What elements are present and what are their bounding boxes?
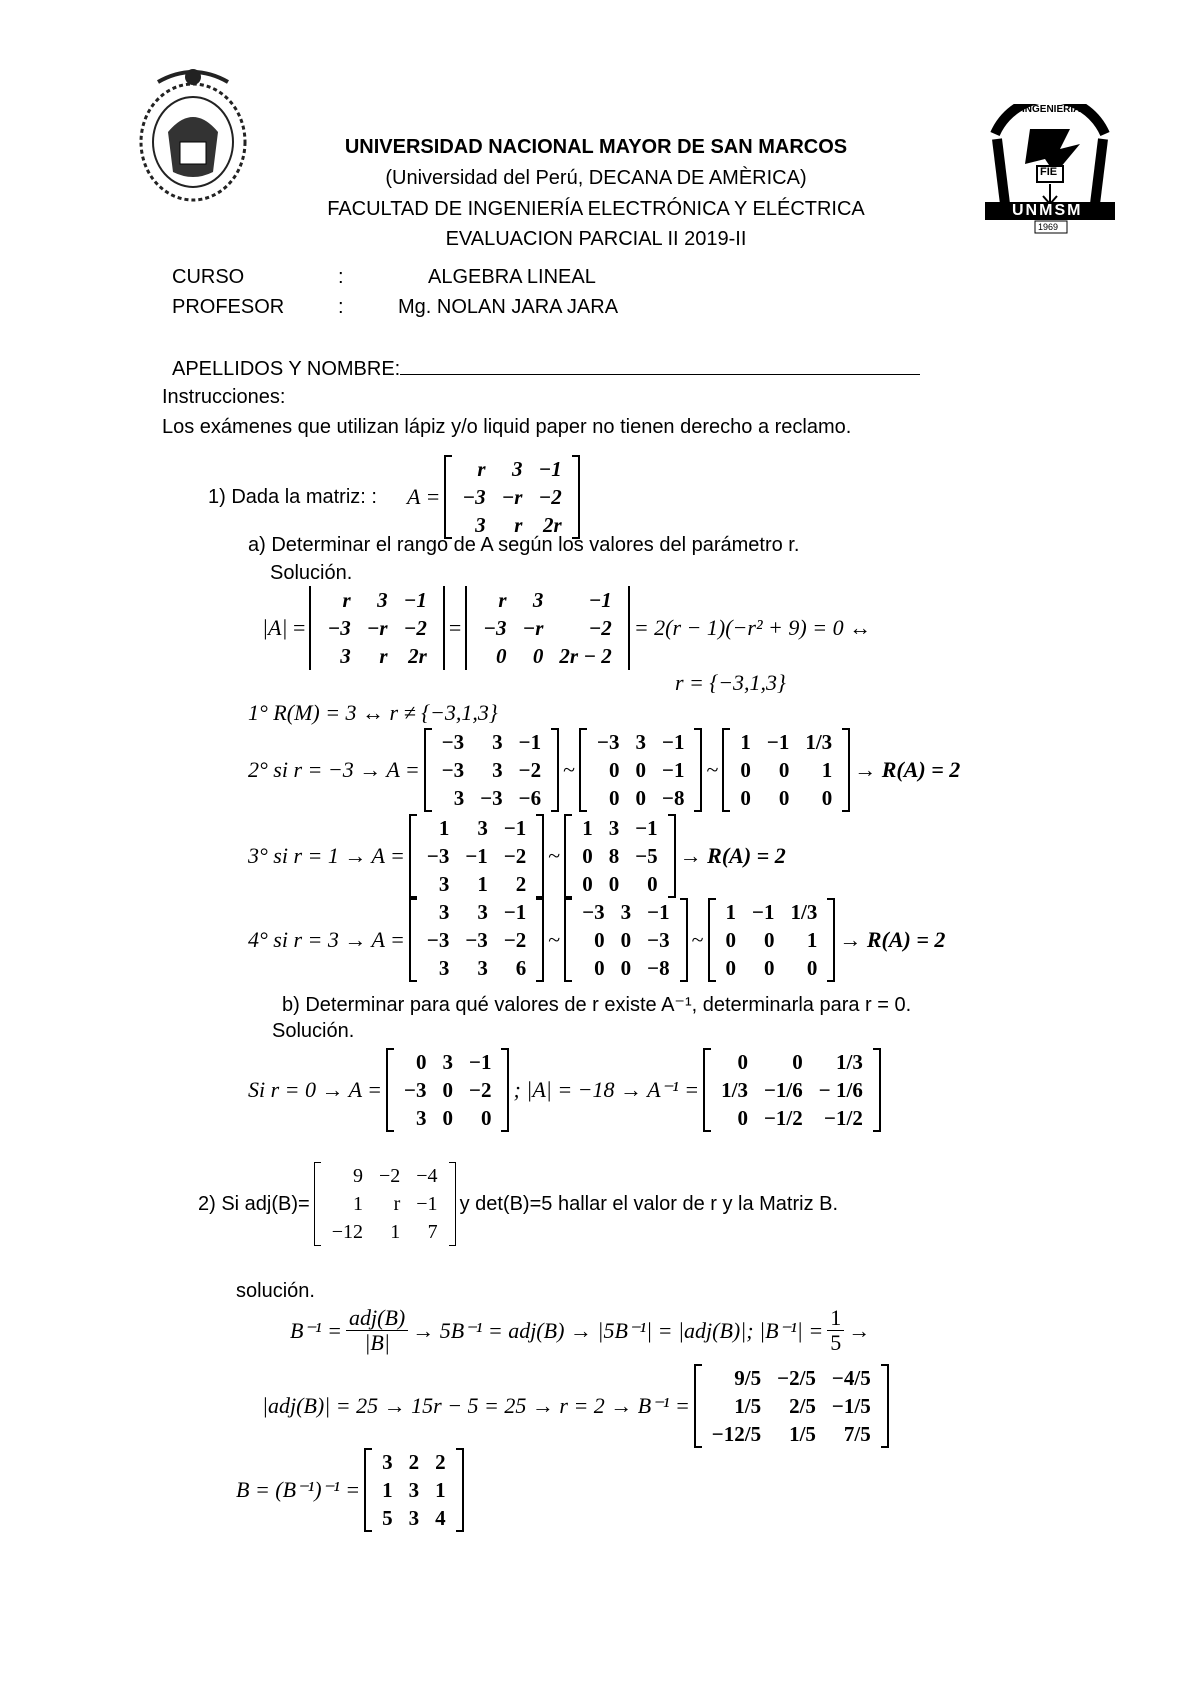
matrix-cell: −1: [588, 588, 612, 612]
q2-line1-mid: → 5B⁻¹ = adj(B) → |5B⁻¹| = |adj(B)|; |B⁻¹| =: [412, 1317, 824, 1343]
matrix-cell: −3: [462, 485, 486, 509]
matrix-cell: −2: [518, 758, 542, 782]
matrix-cell: 3: [408, 1506, 420, 1530]
matrix-cell: −1: [538, 457, 562, 481]
logo-text-year: 1969: [1038, 222, 1059, 232]
matrix-cell: 0: [415, 1050, 427, 1074]
instructions-label: Instrucciones:: [162, 386, 286, 408]
matrix-cell: 2r − 2: [559, 644, 612, 668]
q2-adj-matrix: [314, 1162, 456, 1246]
matrix-cell: −2: [538, 485, 562, 509]
matrix-cell: −4/5: [831, 1366, 871, 1390]
matrix-cell: 3: [415, 1106, 427, 1130]
matrix-cell: −3: [647, 928, 670, 952]
matrix-cell: −2: [403, 616, 427, 640]
matrix-cell: 3: [608, 816, 620, 840]
matrix-cell: 5: [382, 1506, 393, 1530]
matrix-cell: 3: [438, 900, 450, 924]
matrix-cell: −3: [327, 616, 351, 640]
matrix-cell: −3: [426, 844, 450, 868]
matrix-cell: 0: [792, 1050, 803, 1074]
case4-matrix-1: [409, 898, 544, 982]
case2-result: → R(A) = 2: [854, 757, 961, 782]
matrix-cell: 0: [778, 786, 790, 810]
matrix-cell: r: [514, 513, 523, 537]
matrix-cell: 3: [492, 758, 503, 782]
matrix-cell: 2r: [408, 644, 427, 668]
course-sep: :: [338, 266, 344, 288]
q1-a-eq: A =: [406, 484, 441, 509]
matrix-cell: 0: [737, 1050, 748, 1074]
b-matrix-a: [386, 1048, 509, 1132]
matrix-cell: 0: [806, 956, 818, 980]
case4-label: 4° si r = 3 → A =: [248, 927, 405, 952]
instructions-text: Los exámenes que utilizan lápiz y/o liquid paper no tienen derecho a reclamo.: [162, 416, 852, 438]
logo-text-unmsm: UNMSM: [1012, 202, 1083, 219]
matrix-cell: −2: [468, 1078, 492, 1102]
matrix-cell: 2r: [543, 513, 562, 537]
matrix-cell: r: [498, 588, 507, 612]
matrix-cell: −1: [662, 730, 685, 754]
matrix-cell: 1/3: [835, 1050, 863, 1074]
matrix-cell: 0: [496, 644, 507, 668]
matrix-cell: − 1/6: [818, 1078, 863, 1102]
matrix-cell: 1: [806, 928, 818, 952]
matrix-cell: 0: [647, 872, 658, 896]
matrix-cell: 1: [438, 816, 450, 840]
matrix-cell: −8: [662, 786, 685, 810]
matrix-cell: −1: [403, 588, 427, 612]
matrix-cell: 3: [438, 956, 450, 980]
matrix-cell: 3: [477, 956, 488, 980]
matrix-cell: 0: [594, 928, 605, 952]
matrix-cell: −12/5: [711, 1422, 762, 1446]
matrix-cell: 0: [737, 1106, 748, 1130]
matrix-cell: 1/3: [805, 730, 833, 754]
matrix-cell: −8: [647, 956, 670, 980]
matrix-cell: 3: [477, 816, 488, 840]
matrix-cell: −r: [522, 616, 544, 640]
matrix-cell: 0: [764, 956, 775, 980]
matrix-cell: 0: [740, 758, 751, 782]
matrix-cell: −5: [635, 844, 658, 868]
matrix-cell: −1: [752, 900, 775, 924]
matrix-cell: 0: [620, 928, 632, 952]
faculty-name: FACULTAD DE INGENIERÍA ELECTRÓNICA Y ELÉCTRICA: [327, 198, 865, 220]
det-roots: r = {−3,1,3}: [675, 670, 786, 695]
q2-line-1: [290, 1306, 870, 1355]
matrix-cell: −4: [416, 1165, 438, 1187]
matrix-cell: 9/5: [734, 1366, 762, 1390]
matrix-cell: 3: [408, 1478, 420, 1502]
matrix-cell: −1/2: [763, 1106, 803, 1130]
matrix-cell: 3: [635, 730, 646, 754]
matrix-cell: 2/5: [789, 1394, 816, 1418]
matrix-cell: r: [342, 588, 351, 612]
q2-text: y det(B)=5 hallar el valor de r y la Matriz B.: [459, 1192, 839, 1215]
matrix-cell: −12: [331, 1221, 363, 1243]
case-3: 3° si r = 1 → A = 1 3 −1 −3 −1 −2 3 1 2 ~ 1 3 −1 0 8 −5 0 0 0 → R(A) = 2: [248, 816, 786, 896]
matrix-cell: 3: [340, 644, 351, 668]
case3-matrix-1: [409, 814, 544, 898]
matrix-cell: 0: [594, 956, 605, 980]
case-2: 2° si r = −3 → A = −3 3 −1 −3 3 −2 3 −3 −6 ~ −3 3 −1 0 0 −1 0 0 −8 ~ 1 −1 1/3 0 0 1 0 0 0 → R(A) = 2: [248, 730, 961, 810]
matrix-cell: 3: [438, 872, 450, 896]
matrix-cell: 1: [740, 730, 751, 754]
matrix-cell: 0: [764, 928, 775, 952]
matrix-cell: 3: [377, 588, 388, 612]
matrix-cell: 7: [427, 1221, 438, 1243]
case-4: 4° si r = 3 → A = 3 3 −1 −3 −3 −2 3 3 6 ~ −3 3 −1 0 0 −3 0 0 −8 ~ 1 −1 1/3 0 0 1 0 0 0 → R(A) = 2: [248, 900, 946, 980]
matrix-cell: 1/5: [734, 1394, 762, 1418]
matrix-cell: 7/5: [843, 1422, 871, 1446]
matrix-cell: 0: [480, 1106, 492, 1130]
q1-inverse-line: [248, 1048, 885, 1132]
matrix-cell: 3: [453, 786, 465, 810]
matrix-cell: 2: [435, 1450, 446, 1474]
matrix-cell: −3: [597, 730, 620, 754]
matrix-cell: 0: [582, 844, 593, 868]
matrix-cell: 1/5: [789, 1422, 816, 1446]
q2-binv-matrix: [694, 1364, 889, 1448]
det-result: = 2(r − 1)(−r² + 9) = 0 ↔: [633, 615, 872, 640]
q2-line3-text: B = (B⁻¹)⁻¹ =: [236, 1477, 361, 1502]
matrix-cell: 1/3: [721, 1078, 748, 1102]
q1-label: 1) Dada la matriz: :: [208, 485, 377, 508]
q1-part-b: b) Determinar para qué valores de r existe A⁻¹, determinarla para r = 0.: [282, 994, 912, 1016]
matrix-cell: −3: [441, 758, 465, 782]
matrix-cell: 3: [442, 1050, 453, 1074]
professor-sep: :: [338, 296, 344, 318]
matrix-cell: −3: [582, 900, 605, 924]
matrix-cell: −1: [662, 758, 685, 782]
case-1: 1° R(M) = 3 ↔ r ≠ {−3,1,3}: [248, 700, 498, 725]
matrix-cell: 0: [778, 758, 790, 782]
matrix-cell: 1: [582, 816, 593, 840]
matrix-cell: 0: [608, 872, 620, 896]
q1-solution-label: Solución.: [270, 562, 353, 584]
name-field: [172, 356, 920, 381]
q1-statement: [208, 455, 584, 539]
logo-text-top: INGENIERIA: [1022, 104, 1081, 115]
det-a-label: |A| =: [262, 615, 306, 640]
q2-binv-eq: B⁻¹ =: [290, 1317, 342, 1343]
matrix-cell: −1/6: [763, 1078, 803, 1102]
matrix-cell: 1: [821, 758, 833, 782]
matrix-cell: 3: [532, 588, 544, 612]
matrix-cell: 0: [821, 786, 833, 810]
matrix-cell: 0: [609, 786, 620, 810]
name-label: APELLIDOS Y NOMBRE:: [172, 358, 401, 380]
professor-value: Mg. NOLAN JARA JARA: [398, 296, 619, 318]
matrix-cell: 6: [515, 956, 527, 980]
matrix-cell: r: [477, 457, 486, 481]
q1-matrix-a: [444, 455, 579, 539]
matrix-cell: 0: [740, 786, 751, 810]
q2-line-2: [262, 1364, 893, 1448]
exam-title: EVALUACION PARCIAL II 2019-II: [445, 228, 747, 250]
case4-matrix-3: [708, 898, 836, 982]
matrix-cell: 8: [608, 844, 620, 868]
case3-label: 3° si r = 1 → A =: [248, 843, 405, 868]
university-name: UNIVERSIDAD NACIONAL MAYOR DE SAN MARCOS: [344, 136, 848, 158]
matrix-cell: −2: [588, 616, 612, 640]
case3-result: → R(A) = 2: [679, 843, 786, 868]
b-matrix-inverse: [703, 1048, 881, 1132]
matrix-cell: 0: [609, 758, 620, 782]
matrix-cell: 0: [442, 1078, 453, 1102]
matrix-cell: −1: [647, 900, 670, 924]
matrix-cell: −1/2: [824, 1106, 863, 1130]
matrix-cell: 0: [725, 928, 737, 952]
matrix-cell: 4: [435, 1506, 446, 1530]
university-subtitle: (Universidad del Perú, DECANA DE AMÈRICA): [385, 167, 807, 189]
matrix-cell: −1: [465, 844, 488, 868]
matrix-cell: −1: [416, 1193, 438, 1215]
case2-matrix-1: [424, 728, 559, 812]
matrix-cell: 0: [635, 786, 646, 810]
matrix-cell: 1: [435, 1478, 446, 1502]
matrix-cell: 3: [620, 900, 632, 924]
q2-line-3: [236, 1448, 468, 1532]
matrix-cell: 1: [382, 1478, 393, 1502]
logo-text-fie: FIE: [1040, 166, 1058, 178]
matrix-cell: r: [393, 1193, 401, 1215]
case4-result: → R(A) = 2: [839, 927, 946, 952]
matrix-cell: −1: [635, 816, 658, 840]
matrix-cell: −2: [503, 844, 527, 868]
matrix-cell: −1: [503, 816, 527, 840]
matrix-cell: 1/3: [790, 900, 818, 924]
matrix-cell: 1: [353, 1193, 363, 1215]
name-blank-line: [400, 356, 920, 375]
case3-matrix-2: [564, 814, 675, 898]
matrix-cell: −1: [468, 1050, 492, 1074]
matrix-cell: 3: [511, 457, 523, 481]
matrix-cell: 3: [477, 900, 488, 924]
matrix-cell: −2: [503, 928, 527, 952]
professor-label: PROFESOR: [172, 296, 285, 318]
matrix-cell: −r: [366, 616, 388, 640]
matrix-cell: −3: [483, 616, 507, 640]
case2-label: 2° si r = −3 → A =: [248, 757, 420, 782]
matrix-cell: 0: [532, 644, 544, 668]
case4-matrix-2: [564, 898, 687, 982]
matrix-cell: −3: [480, 786, 503, 810]
b-label: Si r = 0 → A =: [248, 1077, 383, 1102]
university-seal-logo: [128, 62, 258, 212]
case2-matrix-2: [579, 728, 702, 812]
course-label: CURSO: [172, 266, 245, 288]
matrix-cell: 0: [582, 872, 593, 896]
q2-line1-arrow: →: [848, 1317, 871, 1343]
matrix-cell: −1: [766, 730, 790, 754]
q1-part-a: a) Determinar el rango de A según los valores del parámetro r.: [248, 534, 800, 556]
q2-label: 2) Si adj(B)=: [198, 1192, 310, 1215]
det-matrix-left: [309, 586, 444, 670]
matrix-cell: −1: [503, 900, 527, 924]
matrix-cell: −3: [426, 928, 450, 952]
matrix-cell: 2: [408, 1450, 420, 1474]
course-value: ALGEBRA LINEAL: [428, 266, 596, 288]
one-fifth-fraction: $\frac{1}{5}$: [827, 1306, 844, 1355]
det-matrix-right: [465, 586, 630, 670]
q2-solution-label: solución.: [236, 1280, 315, 1302]
b-mid: ; |A| = −18 → A⁻¹ =: [513, 1077, 700, 1102]
matrix-cell: −6: [518, 786, 542, 810]
matrix-cell: 0: [725, 956, 737, 980]
matrix-cell: −1/5: [831, 1394, 871, 1418]
matrix-cell: 3: [492, 730, 503, 754]
matrix-cell: 1: [477, 872, 488, 896]
q2-line2-text: |adj(B)| = 25 → 15r − 5 = 25 → r = 2 → B⁻¹ =: [262, 1393, 690, 1418]
matrix-cell: −2/5: [777, 1366, 816, 1390]
matrix-cell: r: [379, 644, 388, 668]
matrix-cell: 0: [635, 758, 646, 782]
matrix-cell: −r: [501, 485, 523, 509]
q2-matrix-b: [364, 1448, 464, 1532]
matrix-cell: 0: [442, 1106, 453, 1130]
matrix-cell: −3: [441, 730, 465, 754]
matrix-cell: −3: [465, 928, 488, 952]
matrix-cell: −2: [379, 1165, 401, 1187]
matrix-cell: −3: [404, 1078, 427, 1102]
q1-solution-b-label: Solución.: [272, 1020, 355, 1042]
q2-statement: [198, 1162, 838, 1246]
matrix-cell: 1: [390, 1221, 401, 1243]
matrix-cell: 2: [515, 872, 527, 896]
q1-determinant-line: |A| = r 3 −1 −3 −r −2 3 r 2r = r 3 −1 −3 −r −2 0 0 2r − 2 = 2(r − 1)(−r² + 9) = 0 ↔: [262, 588, 872, 668]
matrix-cell: 3: [475, 513, 486, 537]
matrix-cell: 3: [382, 1450, 393, 1474]
matrix-cell: 1: [725, 900, 737, 924]
adj-over-det-fraction: $\frac{\text{adj(B)}}{|B|}$: [346, 1306, 408, 1355]
matrix-cell: 9: [353, 1165, 363, 1187]
case2-matrix-3: [722, 728, 850, 812]
matrix-cell: 0: [620, 956, 632, 980]
matrix-cell: −1: [518, 730, 542, 754]
